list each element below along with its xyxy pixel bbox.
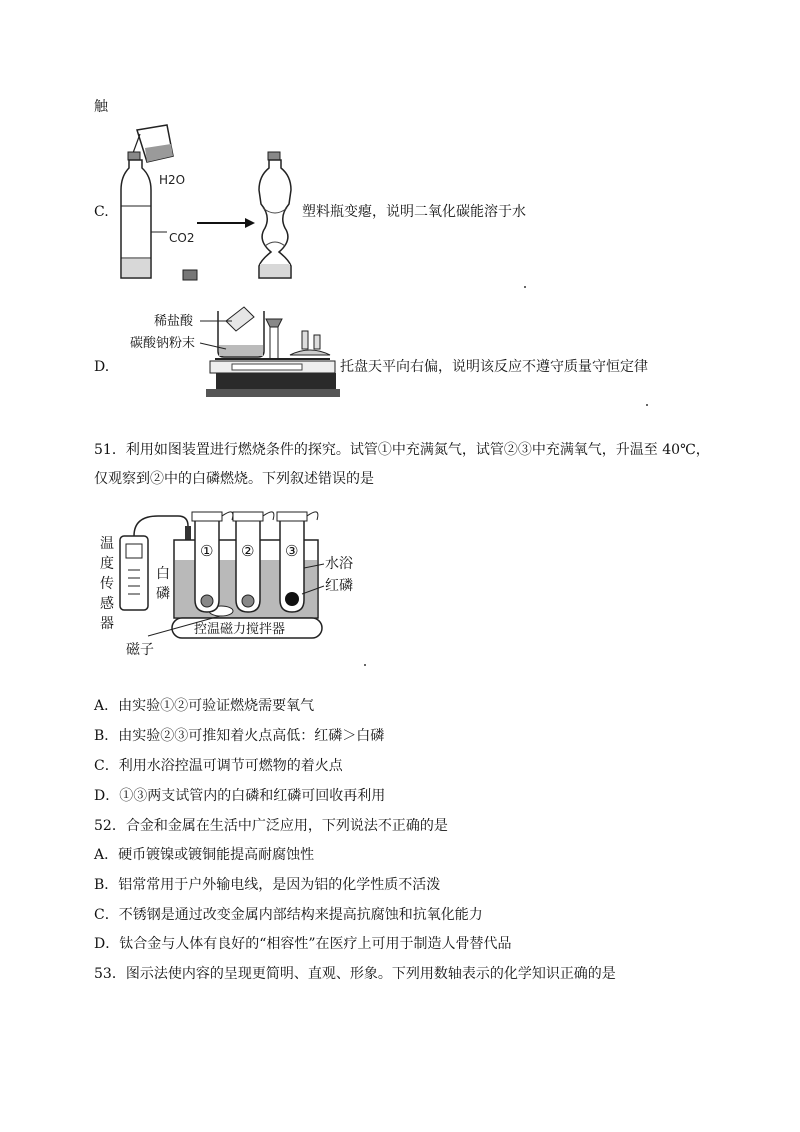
q52-option-c: C．不锈钢是通过改变金属内部结构来提高抗腐蚀和抗氧化能力 — [94, 907, 483, 923]
continuation-text: 触 — [94, 99, 108, 115]
svg-text:度: 度 — [100, 556, 114, 572]
h2o-label: H2O — [159, 173, 186, 187]
beaker-with-tube — [218, 307, 264, 357]
red-phosphorus-label: 红磷 — [325, 578, 353, 594]
combustion-apparatus-figure — [96, 498, 366, 660]
svg-text:控温磁力搅拌器: 控温磁力搅拌器 — [194, 622, 286, 637]
mark-dot — [364, 664, 366, 666]
q52-option-d: D．钛合金与人体有良好的“相容性”在医疗上可用于制造人骨替代品 — [94, 936, 512, 952]
tube-label-2: ② — [241, 542, 255, 560]
bottle-cap — [183, 270, 197, 280]
q51-option-d: D．①③两支试管内的白磷和红磷可回收再利用 — [94, 788, 386, 804]
option-c-statement: 塑料瓶变瘪，说明二氧化碳能溶于水 — [302, 204, 526, 220]
q53-stem: 53．图示法使内容的呈现更简明、直观、形象。下列用数轴表示的化学知识正确的是 — [94, 966, 616, 982]
q52-option-b: B．铝常常用于户外输电线，是因为铝的化学性质不活泼 — [94, 877, 441, 893]
mark-dot — [524, 286, 526, 288]
svg-text:温: 温 — [100, 536, 114, 552]
magnetic-stirrer — [172, 618, 322, 638]
co2-label: CO2 — [169, 231, 195, 245]
tube-label-3: ③ — [285, 542, 299, 560]
white-phosphorus-label — [156, 566, 170, 602]
bottle-experiment-figure — [115, 120, 315, 290]
q51-stem-line1: 51．利用如图装置进行燃烧条件的探究。试管①中充满氮气，试管②③中充满氧气，升温至 40℃， — [94, 442, 710, 458]
q52-option-a: A．硬币镀镍或镀铜能提高耐腐蚀性 — [94, 847, 315, 863]
tube-label-1: ① — [200, 542, 214, 560]
svg-text:器: 器 — [100, 616, 114, 632]
svg-text:传: 传 — [100, 576, 114, 592]
svg-text:磷: 磷 — [156, 586, 170, 602]
option-d-statement: 托盘天平向右偏，说明该反应不遵守质量守恒定律 — [340, 359, 648, 375]
q52-stem: 52．合金和金属在生活中广泛应用，下列说法不正确的是 — [94, 818, 448, 834]
q51-option-a: A．由实验①②可验证燃烧需要氧气 — [94, 698, 315, 714]
q51-stem-line2: 仅观察到②中的白磷燃烧。下列叙述错误的是 — [94, 471, 374, 487]
q51-option-b: B．由实验②③可推知着火点高低：红磷＞白磷 — [94, 728, 385, 744]
sensor-label — [100, 536, 114, 632]
acid-label: 稀盐酸 — [154, 314, 194, 329]
magnet-label: 磁子 — [126, 642, 154, 658]
balance-experiment-figure — [120, 297, 340, 405]
svg-text:感: 感 — [100, 596, 114, 612]
mark-dot — [646, 404, 648, 406]
arrow-right-icon — [197, 218, 255, 228]
option-c-letter: C. — [94, 204, 109, 220]
q51-option-c: C．利用水浴控温可调节可燃物的着火点 — [94, 758, 343, 774]
svg-text:白: 白 — [156, 566, 170, 582]
plastic-bottle-left — [121, 152, 151, 278]
plastic-bottle-crushed — [259, 152, 291, 278]
water-bath-label: 水浴 — [325, 556, 353, 572]
powder-label: 碳酸钠粉末 — [130, 336, 196, 351]
option-d-letter: D. — [94, 359, 110, 375]
